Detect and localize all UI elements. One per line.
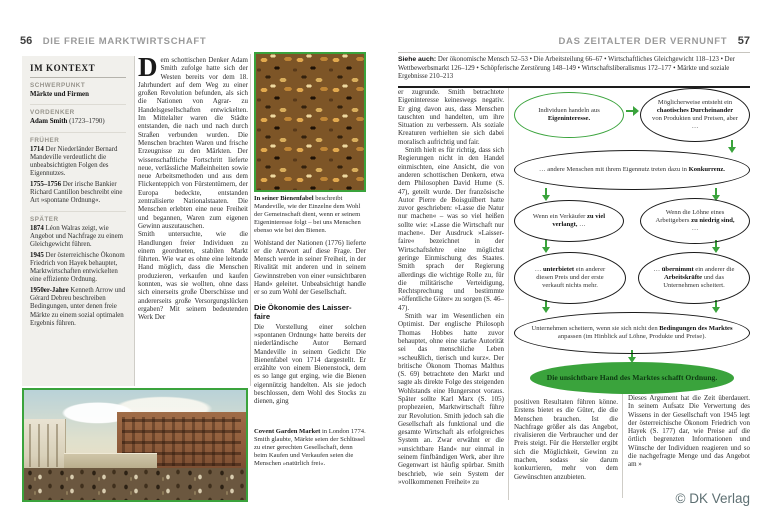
context-section-label: FRÜHER bbox=[30, 136, 60, 144]
paragraph: Die Vorstellung einer solchen »spontanen Ordnung« hatte bereits der niederländische Autor Bernard Mandeville in seinem Gedicht Die Bienenfabel von 1714 dargestellt. Er erzählte von einem Bienenstock, dem es so lange gut erging, wie die Bienen eigennützig handelten. Als sie jedoch beschlossen, dem Wohl des Stocks zu dienen, ging bbox=[254, 322, 366, 406]
diagram-node-text bbox=[539, 166, 725, 174]
diagram-node-part: ein anderer die bbox=[693, 266, 735, 274]
bee-figure-caption bbox=[254, 195, 366, 235]
paragraph: positiven Resultaten führen könne. Erstens bietet es die Güter, die die Menschen brauchen. Ist die Nachfrage größer als das Angebot, rivalisieren die Verbraucher und der Preis steigt. Für die Hersteller ergibt sich die Möglichkeit, Gewinn zu machen, sodass sie darum konkurrieren, mehr von dem Gewünschten anzubieten. bbox=[514, 398, 618, 481]
diagram-node-part: Eigeninteresse. bbox=[547, 115, 591, 122]
context-entry-lead: 1714 bbox=[30, 145, 44, 153]
column-divider bbox=[250, 54, 251, 386]
right-column-2 bbox=[514, 398, 618, 504]
diagram-node-text bbox=[547, 373, 718, 383]
paragraph-text: em schottischen Denker Adam Smith zufolge hatte sich der Westen bereits vor dem 18. Jahrhundert auf dem Weg zu einer großen Revolution befunden, als sich die Nationen von Agrar- zu Handelsgesellschaften entwickelten. Im Mittelalter waren die Städte entstanden, die nach und nach durch Straßen verbunden wurden. Die Menschen brachten Waren und frische Erzeugnisse zu den Märkten. Der wissenschaftliche Fortschritt lieferte neue, verlässliche Maßeinheiten sowie neue Arbeitsmethoden und aus dem Flickenteppich von Fürstentümern, der Europa bedeckte, entstanden zentralisierte Nationalstaaten. Die Menschen erlebten eine neue Freiheit und begannen, Waren zum eigenen Gewinn auszutauschen. bbox=[138, 56, 248, 230]
diagram-node-part: anpassen (im Hinblick auf Löhne, Produkte und Preise). bbox=[557, 333, 707, 340]
paragraph: Smith hielt es für richtig, dass sich Regierungen nicht in den Handel einmischten, eine Ansicht, die von anderen schottischen Denkern, etwa dem Philosophen David Hume (S. 47), geteilt wurde. Der französische Autor Pierre de Boisguilbert hatte zuvor geschrieben: »Lasse die Natur nur machen« – was so viel heißen sollte wie: »Lasse die Wirtschaft nur machen«. Der Ausdruck »Laisser-faire« bezeichnet in der Wirtschaftslehre eine möglichst geringe Einmischung des Staates. Smith sprach der Regierung allerdings die wichtige Rolle zu, für die militärische Verteidigung, Rechtsprechung und bestimmte »öffentliche Güter« zu sorgen (S. 46–47). bbox=[398, 146, 504, 312]
arrow-down-icon bbox=[542, 240, 550, 253]
paragraph: Wohlstand der Nationen (1776) lieferte er die Antwort auf diese Frage. Der Mensch werde in seiner Freiheit, in der Rivalität mit anderen und in seinem Gewinnstreben von einer »unsichtbaren Hand« geleitet. Unbeabsichtigt handle er so zum Wohl der Gesellschaft. bbox=[254, 238, 366, 297]
context-entry-lead: 1950er-Jahre bbox=[30, 286, 69, 294]
diagram-node-part: unterbietet bbox=[542, 266, 575, 274]
caption-text: in London 1774. Smith glaubte, Märkte seien der Schlüssel zu einer gerechten Gesellschaft, denn beim Kaufen und Verkaufen seien die Menschen »natürlich frei«. bbox=[254, 428, 366, 467]
context-box-title: IM KONTEXT bbox=[30, 63, 126, 78]
diagram-node-part: chaotisches Durcheinander bbox=[656, 107, 734, 115]
diagram-node-part: … bbox=[534, 266, 543, 274]
publisher-imprint: © DK Verlag bbox=[675, 491, 750, 506]
left-column2-bottom bbox=[254, 323, 366, 406]
left-column1-rest bbox=[138, 230, 248, 321]
caption-lead: In seiner Bienenfabel bbox=[254, 195, 314, 202]
context-section-label: VORDENKER bbox=[30, 109, 75, 117]
left-column-2 bbox=[254, 52, 366, 424]
context-section bbox=[30, 212, 126, 334]
beehive-photo bbox=[254, 52, 366, 192]
context-section bbox=[30, 133, 126, 212]
diagram-node-part: ein anderer diesen Preis und der erste verkauft nichts mehr. bbox=[536, 266, 606, 289]
caption-text: beschreibt Mandeville, wie der Einzelne dem Wohl der Gemeinschaft dient, wenn er seinem Eigeninteresse folgt – bei uns Menschen ebenso wie bei den Bienen. bbox=[254, 195, 361, 234]
right-column-3 bbox=[628, 394, 750, 494]
diagram-node bbox=[640, 88, 750, 142]
section-subheading: Die Ökonomie des Laisser-faire bbox=[254, 302, 352, 321]
diagram-node-part: Individuen handeln aus bbox=[538, 107, 600, 115]
context-entry: 1950er-Jahre Kenneth Arrow und Gérard Debreu beschreiben Bedingungen, unter denen freie Märkte zu einem sozial optimalen Ergebnis führen. bbox=[30, 286, 126, 327]
arrow-down-icon bbox=[542, 188, 550, 201]
column-divider bbox=[622, 394, 623, 498]
right-chapter-title: DAS ZEITALTER DER VERNUNFT bbox=[558, 36, 728, 47]
diagram-node-text bbox=[652, 209, 738, 233]
right-column-1 bbox=[398, 88, 504, 502]
see-also-label: Siehe auch: bbox=[398, 56, 437, 63]
context-entry-lead: 1874 bbox=[30, 224, 44, 232]
diagram-node bbox=[514, 150, 750, 190]
diagram-node-part: … bbox=[577, 221, 586, 228]
context-entry-lead: Adam Smith bbox=[30, 118, 68, 126]
column-divider bbox=[134, 56, 135, 386]
painting-left-building bbox=[24, 419, 66, 472]
diagram-node-part: Möglicherweise entsteht ein bbox=[657, 99, 733, 107]
arrow-right-icon bbox=[626, 106, 639, 116]
diagram-node-part: Wenn die Löhne eines Arbeitgebers bbox=[655, 209, 725, 225]
right-page-number: 57 bbox=[737, 35, 750, 47]
diagram-node-text bbox=[650, 266, 738, 290]
context-entry-lead: Märkte und Firmen bbox=[30, 91, 89, 98]
diagram-node bbox=[514, 200, 624, 242]
context-entry-lead: 1755–1756 bbox=[30, 180, 62, 188]
context-entry: 1945 Der österreichische Ökonom Friedrich von Hayek behauptet, Marktwirtschaften entwickelten eine effiziente Ordnung. bbox=[30, 251, 125, 284]
context-section-label: SPÄTER bbox=[30, 215, 59, 223]
diagram-node-part: von Produkten und Preisen, aber … bbox=[652, 115, 738, 130]
context-entry: Adam Smith (1723–1790) bbox=[30, 118, 105, 126]
left-page-header bbox=[20, 31, 212, 49]
caption-lead: Covent Garden Market bbox=[254, 428, 321, 435]
context-section bbox=[30, 78, 126, 105]
invisible-hand-diagram bbox=[514, 88, 750, 394]
context-entry bbox=[30, 91, 126, 99]
context-entry-lead: 1945 bbox=[30, 251, 44, 259]
left-chapter-title: DIE FREIE MARKTWIRTSCHAFT bbox=[42, 36, 207, 47]
context-entry: 1714 Der Niederländer Bernard Mandeville verdeutlicht die unbeabsichtigten Folgen des Eigennutzes. bbox=[30, 145, 118, 178]
diagram-node-part: und das Unternehmen scheitert. bbox=[663, 274, 725, 289]
context-section bbox=[30, 105, 126, 132]
context-box bbox=[22, 56, 134, 386]
diagram-node bbox=[530, 362, 734, 394]
diagram-node-part: übernimmt bbox=[661, 266, 694, 274]
diagram-node-text bbox=[526, 325, 738, 341]
diagram-node-part: Unternehmen scheitern, wenn sie sich nicht den bbox=[531, 325, 660, 333]
paragraph: Smith war im Wesentlichen ein Optimist. Der englische Philosoph Thomas Hobbes hatte zuvor behauptet, ohne eine starke Autorität sei das menschliche Leben »scheußlich, tierisch und kurz«. Der britische Ökonom Thomas Malthus (S. 69) betrachtete den Markt und sagte als direkte Folge des steigenden Wohlstands eine Hungersnot voraus. Später sollte Karl Marx (S. 105) prophezeien, Marktwirtschaft führe zur Revolution. Smith jedoch sah die Gesellschaft als funktional und die gesamte Wirtschaft als erfolgreiches System an. Zwar erwähnt er die »unsichtbare Hand« nur einmal in seinem fünfbändigen Werk, aber ihre Gegenwart ist häufig spürbar. Smith beschrieb, wie sein System der »vollkommenen Freiheit« zu bbox=[398, 312, 504, 486]
diagram-node-part: … bbox=[691, 224, 699, 232]
left-page-number: 56 bbox=[20, 35, 33, 47]
paragraph: er zugrunde. Smith betrachtete Eigeninteresse keineswegs negativ. Er ging davon aus, dass Menschen tauschten und handelten, um ihre Situation zu verbessern. Als soziale Kreaturen verhielten sie sich dabei moralisch aufrichtig und fair. bbox=[398, 88, 504, 146]
context-section-label: SCHWERPUNKT bbox=[30, 82, 86, 89]
column-divider bbox=[508, 88, 509, 500]
context-entry: 1874 Léon Walras zeigt, wie Angebot und Nachfrage zu einem Gleichgewicht führen. bbox=[30, 224, 123, 249]
context-sections bbox=[30, 78, 126, 333]
paragraph: Dieses Argument hat die Zeit überdauert. In seinem Aufsatz Die Verwertung des Wissens in der Gesellschaft von 1945 legt der österreichische Ökonom Friedrich von Hayek (S. 177) dar, wie Preise auf die örtlich begrenzten Informationen und Wünsche der Individuen reagieren und so die nachgefragte Menge und das Angebot am » bbox=[628, 394, 750, 469]
diagram-node bbox=[514, 252, 626, 304]
context-entry: 1755–1756 Der irische Bankier Richard Cantillon beschreibt eine Art »spontane Ordnung«. bbox=[30, 180, 123, 205]
diagram-node-part: zu viel verlangt, bbox=[552, 213, 606, 228]
diagram-node-text bbox=[526, 107, 612, 123]
diagram-node-text bbox=[526, 266, 614, 290]
diagram-node bbox=[514, 92, 624, 138]
diagram-node bbox=[640, 198, 750, 244]
drop-cap: D bbox=[138, 56, 158, 82]
paragraph bbox=[138, 56, 248, 230]
diagram-node-part: Wenn ein Verkäufer bbox=[532, 213, 587, 221]
diagram-node-text bbox=[652, 99, 738, 131]
diagram-node-part: zu niedrig sind, bbox=[691, 217, 735, 225]
market-figure-caption bbox=[254, 428, 366, 468]
diagram-node bbox=[638, 252, 750, 304]
diagram-node-part: Arbeitskräfte bbox=[663, 274, 703, 282]
see-also-strip bbox=[398, 52, 750, 88]
covent-garden-painting bbox=[22, 388, 248, 502]
see-also-refs: Der ökonomische Mensch 52–53 • Die Arbeitsteilung 66–67 • Wirtschaftliches Gleichgewicht 118–123 • Der Wettbewerbsmarkt 126–129 • Schöpferische Zerstörung 148–149 • Wirtschaftsliberalismus 172–177 • Märkte und soziale Ergebnisse 210–213 bbox=[398, 56, 735, 81]
diagram-node-part: … bbox=[653, 266, 662, 274]
left-column-1 bbox=[138, 56, 248, 386]
right-page-header bbox=[553, 31, 751, 49]
diagram-node-part: Konkurrenz. bbox=[688, 166, 725, 174]
paragraph: Smith untersuchte, wie die Handlungen freier Individuen zu einem geordneten, stabilen Markt führten. Wie war es ohne eine leitende Hand möglich, dass die Menschen produzieren, verkaufen und kaufen konnten, was sie wollten, ohne dass sich einerseits große Überschüsse und andererseits große Versorgungslücken ergaben? Mit seinem bedeutenden Werk Der bbox=[138, 230, 248, 322]
diagram-node-text bbox=[526, 213, 612, 229]
painting-crowd bbox=[24, 468, 246, 500]
arrow-down-icon bbox=[728, 140, 736, 153]
diagram-node bbox=[514, 312, 750, 354]
diagram-node-part: … andere Menschen mit ihrem Eigennutz treten dazu in bbox=[539, 166, 689, 174]
diagram-node-part: Bedingungen des Marktes bbox=[659, 325, 733, 333]
diagram-node-part: Die unsichtbare Hand des Marktes schafft Ordnung. bbox=[546, 373, 718, 383]
left-column2-top bbox=[254, 239, 366, 297]
